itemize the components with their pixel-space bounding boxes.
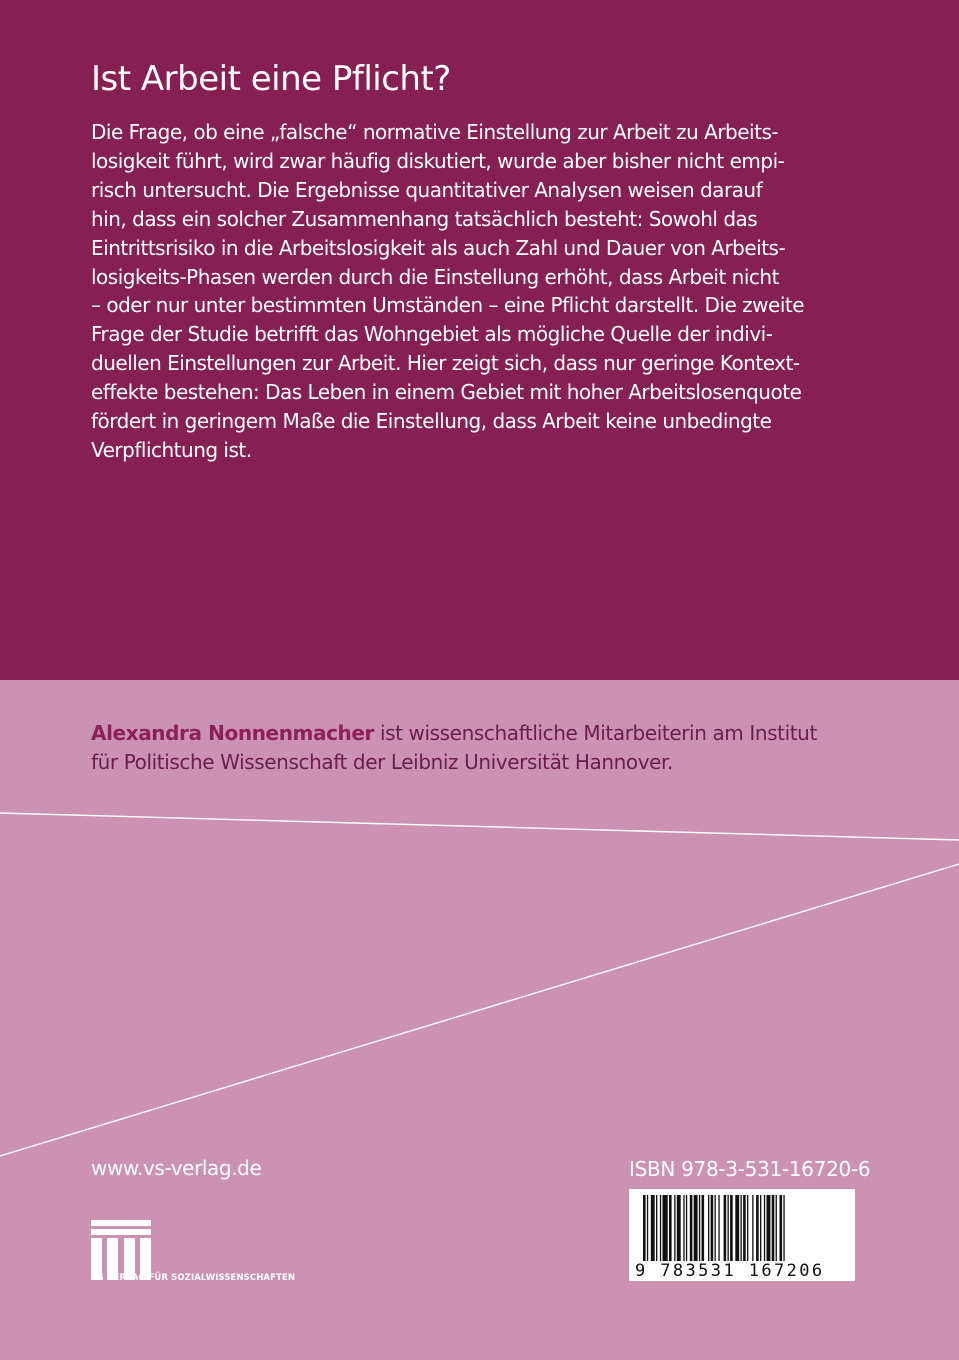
barcode-bar [690, 1195, 693, 1261]
barcode-bar [708, 1195, 709, 1261]
author-bio-text: ist wissenschaftliche Mitarbeiterin am Institut [374, 721, 817, 745]
blurb-line: duellen Einstellungen zur Arbeit. Hier zeigt sich, dass nur geringe Kontext- [91, 351, 800, 376]
barcode-bar [724, 1195, 727, 1261]
decor-line [0, 813, 959, 840]
blurb-line: Die Frage, ob eine „falsche“ normative Einstellung zur Arbeit zu Arbeits- [91, 120, 779, 144]
publisher-website[interactable]: www.vs-verlag.de [91, 1156, 262, 1180]
barcode-bar [747, 1195, 748, 1261]
barcode-bar [669, 1195, 672, 1261]
barcode-bar [660, 1195, 661, 1261]
barcode-bar [743, 1195, 746, 1261]
barcode-bar [711, 1195, 714, 1261]
blurb-line: risch untersucht. Die Ergebnisse quantitativer Analysen weisen darauf [91, 177, 763, 202]
blurb-line: Frage der Studie betrifft das Wohngebiet als mögliche Quelle der indivi- [91, 322, 773, 347]
barcode-bar [752, 1195, 753, 1261]
barcode-bar [651, 1195, 655, 1261]
book-title: Ist Arbeit eine Pflicht? [91, 59, 451, 99]
decor-line [0, 864, 959, 1156]
barcode-bar [767, 1195, 771, 1261]
barcode-bar [735, 1195, 739, 1261]
barcode-bar [780, 1195, 783, 1261]
barcode-bar [728, 1195, 729, 1261]
barcode-bar [764, 1195, 765, 1261]
barcode-bar [756, 1195, 759, 1261]
barcode-bar [718, 1195, 719, 1261]
blurb-line: – oder nur unter bestimmten Umständen – eine Pflicht darstellt. Die zweite [91, 293, 805, 318]
blurb-line: fördert in geringem Maße die Einstellung, dass Arbeit keine unbedingte [91, 409, 772, 434]
barcode-bar [677, 1195, 681, 1261]
barcode-bar [730, 1195, 733, 1261]
barcode-bar [643, 1195, 646, 1261]
blurb-line: hin, dass ein solcher Zusammenhang tatsächlich besteht: Sowohl das [91, 206, 758, 231]
barcode [629, 1189, 855, 1281]
barcode-bar [683, 1195, 684, 1261]
barcode-bar [760, 1195, 761, 1261]
barcode-bar [663, 1195, 668, 1261]
barcode-bar [772, 1195, 775, 1261]
blurb-line: effekte bestehen: Das Leben in einem Gebiet mit hoher Arbeitslosenquote [91, 380, 802, 405]
barcode-bar [702, 1195, 705, 1261]
publisher-logo-text: VS VERLAG FÜR SOZIALWISSENSCHAFTEN [91, 1273, 296, 1283]
barcode-bar [694, 1195, 698, 1261]
barcode-bar [776, 1195, 777, 1261]
barcode-bar [686, 1195, 687, 1261]
barcode-bar [656, 1195, 657, 1261]
barcode-digits: 9 783531 167206 [635, 1261, 825, 1281]
barcode-bar [674, 1195, 675, 1261]
blurb-line: Eintrittsrisiko in die Arbeitslosigkeit als auch Zahl und Dauer von Arbeits- [91, 235, 786, 260]
barcode-bar [783, 1195, 784, 1261]
barcode-bar [647, 1195, 648, 1261]
author-name: Alexandra Nonnenmacher [91, 721, 374, 745]
blurb-line: losigkeit führt, wird zwar häufig diskutiert, wurde aber bisher nicht empi- [91, 148, 785, 173]
barcode-bar [699, 1195, 700, 1261]
barcode-bar [741, 1195, 742, 1261]
blurb-line: Verpflichtung ist. [91, 437, 252, 462]
isbn-label: ISBN 978-3-531-16720-6 [629, 1157, 871, 1181]
barcode-bar [715, 1195, 716, 1261]
author-bio-text: für Politische Wissenschaft der Leibniz Universität Hannover. [91, 750, 673, 774]
blurb-text [91, 118, 871, 465]
blurb-line: losigkeits-Phasen werden durch die Einstellung erhöht, dass Arbeit nicht [91, 264, 779, 289]
